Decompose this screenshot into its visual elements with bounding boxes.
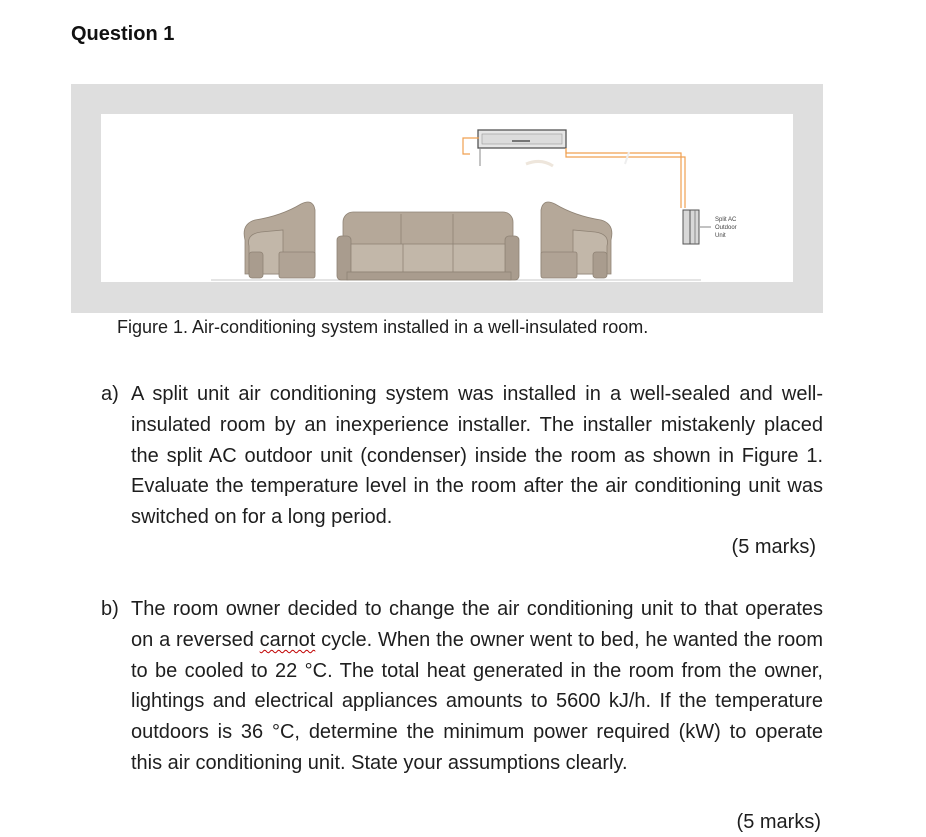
question-part-b <box>101 594 823 779</box>
part-b-label: b) <box>101 598 119 620</box>
figure-illustration <box>101 114 793 282</box>
part-a-text: A split unit air conditioning system was installed in a well-sealed and well-insulated room by an inexperience installer. The installer mistakenly placed the split AC outdoor unit (condenser) inside the room as shown in Figure 1. Evaluate the temperature level in the room after the air conditioning unit was switched on for a long period. <box>131 383 823 529</box>
sofa <box>337 212 519 280</box>
part-a-label: a) <box>101 383 119 405</box>
part-b-text-end: cycle. When the owner went to bed, he wanted the room to be cooled to 22 °C. The total heat generated in the room from the owner, lightings and electrical appliances amounts to 5600 kJ/h. If the temperature outdoors is 36 °C, determine the minimum power required (kW) to operate this air conditioning unit. State your assumptions clearly. <box>131 628 823 774</box>
question-part-a <box>101 379 823 533</box>
part-a-marks: (5 marks) <box>731 536 816 558</box>
outdoor-unit-label-line1: Split AC <box>715 217 737 223</box>
armchair-left <box>244 202 315 278</box>
question-heading: Question 1 <box>71 23 175 45</box>
figure-caption: Figure 1. Air-conditioning system installed in a well-insulated room. <box>117 317 649 337</box>
spelling-flagged-word: carnot <box>259 628 316 651</box>
armchair-right <box>541 202 612 278</box>
part-b-text <box>131 594 823 779</box>
faint-mark <box>526 161 553 166</box>
part-b-text-start: The room owner decided to change the air conditioning unit to that operates on a reversed <box>131 598 823 651</box>
room-diagram <box>101 114 793 282</box>
outdoor-unit-label-line3: Unit <box>715 233 726 239</box>
part-b-marks: (5 marks) <box>736 811 821 833</box>
figure-frame <box>71 84 823 313</box>
indoor-unit <box>478 130 566 148</box>
outdoor-unit-label-line2: Outdoor <box>715 225 737 231</box>
outdoor-unit <box>683 210 711 244</box>
